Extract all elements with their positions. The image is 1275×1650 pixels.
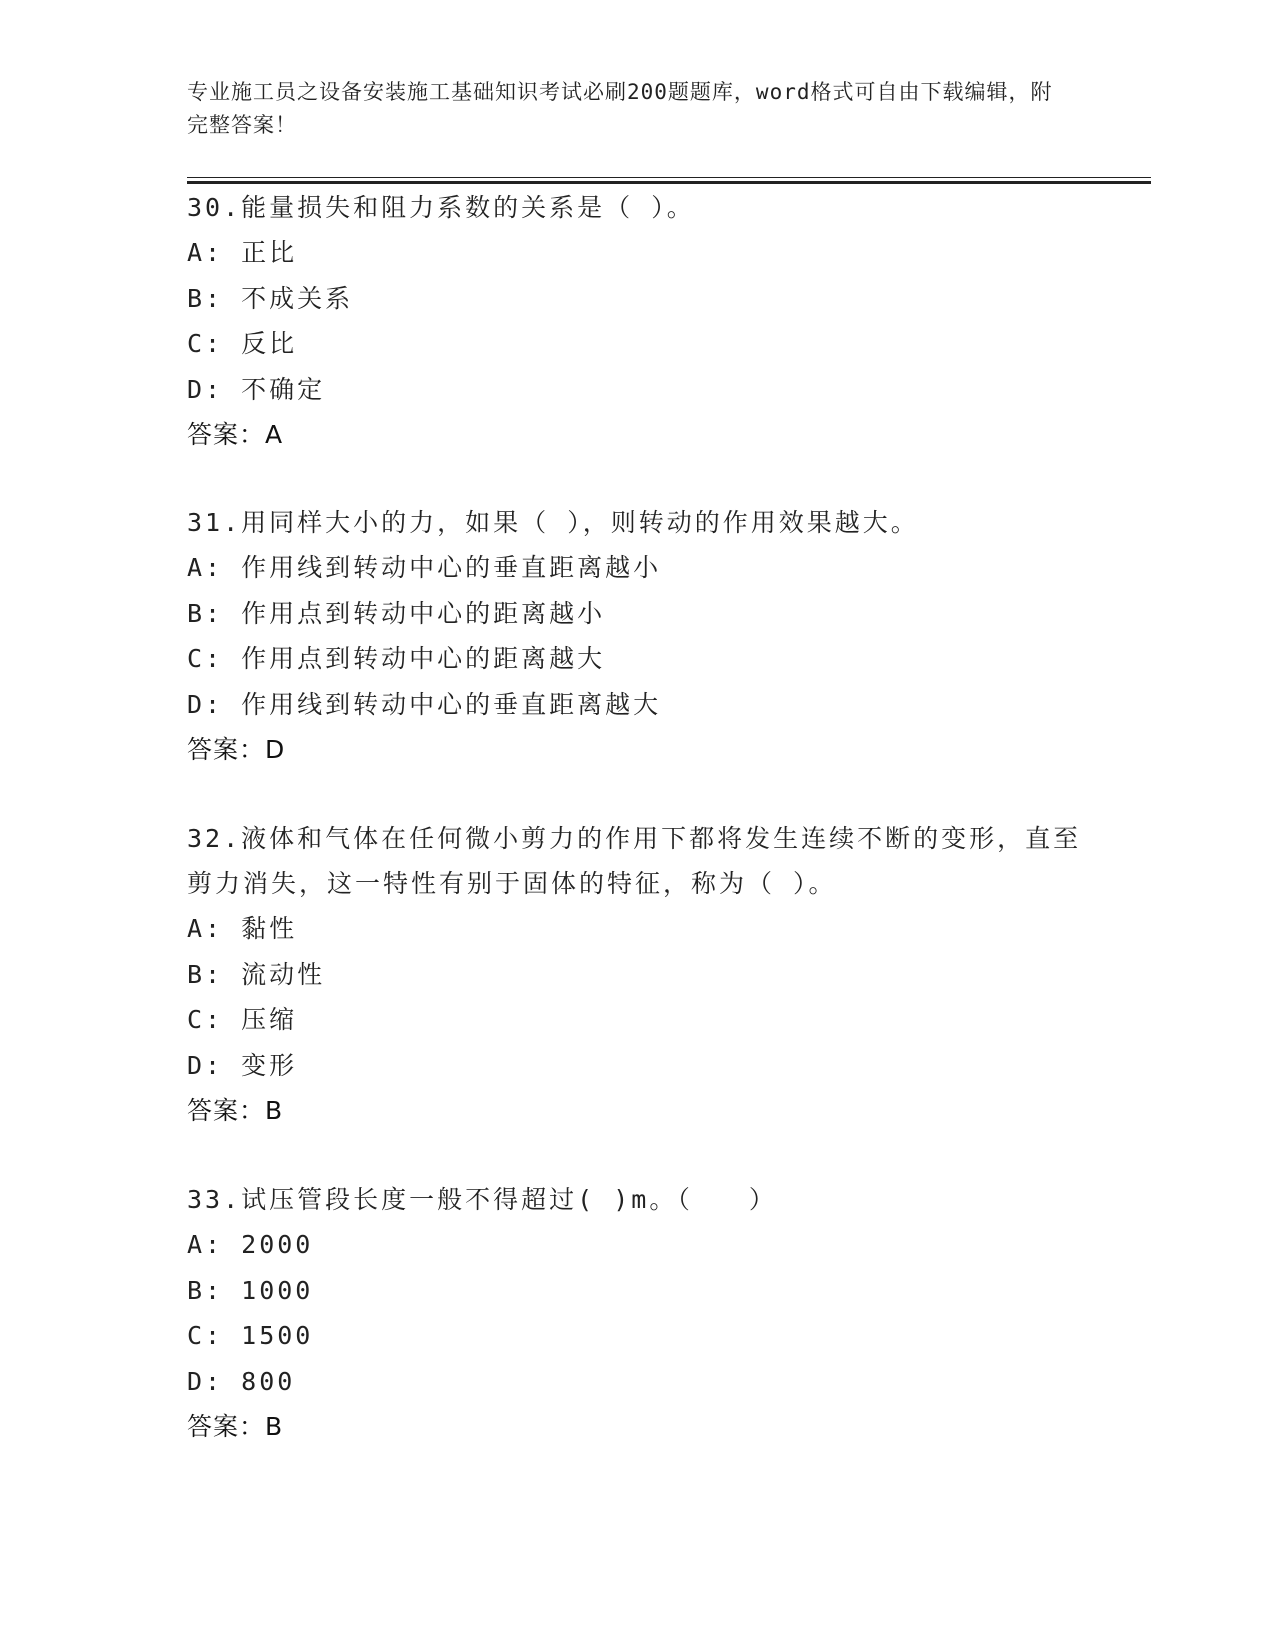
option-b: B: 不成关系 (187, 283, 354, 313)
answer: 答案：B (187, 1096, 284, 1125)
question-text: 30.能量损失和阻力系数的关系是（ ）。 (187, 193, 695, 222)
answer: 答案：B (187, 1412, 284, 1441)
question-text: 31.用同样大小的力，如果（ ），则转动的作用效果越大。 (187, 508, 919, 537)
option-d: D: 作用线到转动中心的垂直距离越大 (187, 689, 662, 719)
option-b: B: 流动性 (187, 959, 326, 989)
question-31 (187, 500, 1087, 772)
option-c: C: 压缩 (187, 1005, 298, 1034)
answer: 答案：A (187, 420, 284, 449)
option-c: C: 反比 (187, 329, 298, 358)
header-divider-thin (187, 177, 1151, 178)
question-32 (187, 816, 1087, 1133)
option-c: C: 作用点到转动中心的距离越大 (187, 644, 606, 673)
header-divider-thick (187, 181, 1151, 184)
option-c: C: 1500 (187, 1321, 314, 1350)
question-30 (187, 185, 1087, 457)
option-d: D: 变形 (187, 1050, 298, 1080)
question-33 (187, 1177, 1087, 1449)
option-a: A: 正比 (187, 238, 298, 267)
document-header-intro: 专业施工员之设备安装施工基础知识考试必刷200题题库，word格式可自由下载编辑，附完整答案！ (187, 80, 1053, 137)
option-b: B: 1000 (187, 1275, 314, 1305)
option-d: D: 800 (187, 1366, 296, 1396)
option-a: A: 2000 (187, 1230, 314, 1259)
question-text: 32.液体和气体在任何微小剪力的作用下都将发生连续不断的变形，直至剪力消失，这一特性有别于固体的特征，称为（ ）。 (187, 824, 1082, 898)
option-a: A: 作用线到转动中心的垂直距离越小 (187, 553, 662, 582)
question-text: 33.试压管段长度一般不得超过( )m。（ ） (187, 1185, 777, 1214)
option-d: D: 不确定 (187, 374, 326, 404)
option-b: B: 作用点到转动中心的距离越小 (187, 598, 606, 628)
answer: 答案：D (187, 735, 286, 764)
option-a: A: 黏性 (187, 914, 298, 943)
